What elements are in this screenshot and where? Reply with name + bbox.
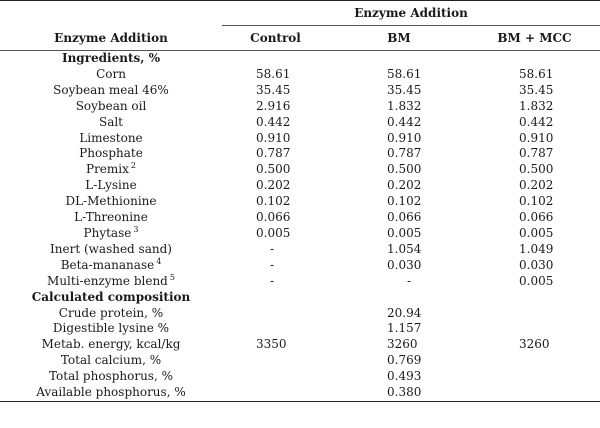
cell-bm: 3260: [387, 337, 418, 352]
cell-control: 2.916: [256, 98, 291, 113]
cell-bm-mcc-energy: 3260: [519, 337, 550, 352]
row-label: Total calcium, %: [60, 353, 162, 368]
table-row: [0, 337, 600, 353]
cell-bm: 0.787: [387, 146, 422, 161]
table-row: [0, 194, 600, 210]
cell-bm: 0.380: [329, 385, 469, 401]
row-label: Available phosphorus, %: [0, 385, 222, 401]
cell-bm: 0.910: [387, 130, 422, 145]
table-row: [0, 258, 600, 274]
cell-control: 0.910: [256, 130, 291, 145]
cell-bm-mcc: 1.049: [519, 241, 554, 256]
cell-bm-mcc: 0.066: [519, 210, 554, 225]
table-row: [0, 99, 600, 115]
cell-bm-mcc: 0.005: [519, 273, 554, 288]
cell-bm: 0.005: [387, 225, 422, 240]
table-row: [0, 83, 600, 99]
cell-bm: 35.45: [387, 82, 422, 97]
cell-bm-mcc: 1.832: [519, 98, 554, 113]
cell-bm: 0.102: [387, 194, 422, 209]
table-row: [0, 226, 600, 242]
table-row: [0, 306, 600, 322]
row-label: Phytase $^3$: [83, 224, 139, 240]
cell-control-energy: 3350: [256, 337, 287, 352]
cell-control: 0.005: [256, 225, 291, 240]
row-label: Corn: [96, 66, 126, 81]
cell-control: 0.787: [256, 146, 291, 161]
cell-bm: 1.157: [387, 321, 422, 336]
cell-bm: 1.054: [387, 241, 422, 256]
row-label: Total phosphorus, %: [48, 369, 173, 384]
cell-bm-mcc: 0.030: [519, 257, 554, 272]
cell-bm: 1.832: [387, 98, 422, 113]
cell-bm: 0.500: [387, 162, 422, 177]
table-row: [0, 115, 600, 131]
row-label: Crude protein, %: [58, 305, 164, 320]
cell-bm: 58.61: [387, 66, 422, 81]
section-row-ingredients: [0, 51, 600, 67]
cell-bm-mcc: 0.202: [519, 178, 554, 193]
cell-control: 0.500: [256, 162, 291, 177]
table-row: [0, 178, 600, 194]
section-title-ingredients: Ingredients, %: [61, 51, 161, 65]
row-label: Digestible lysine %: [52, 321, 170, 336]
table-row: [0, 162, 600, 178]
row-label: Soybean meal 46%: [53, 82, 169, 97]
cell-control: 0.202: [256, 178, 291, 193]
footnote-marker: 3: [133, 224, 139, 234]
row-label: Premix $^2$: [86, 161, 136, 177]
section-row-calculated: [0, 290, 600, 306]
column-header-control: Control: [222, 26, 329, 51]
cell-bm-mcc: 58.61: [519, 66, 554, 81]
row-label: Salt: [98, 114, 124, 129]
section-title-calculated: Calculated composition: [31, 289, 191, 304]
footnote-marker: 4: [156, 256, 162, 266]
header-blank-cell: [0, 1, 222, 26]
footnote-marker: 2: [130, 161, 136, 171]
cell-bm-mcc: 0.005: [519, 225, 554, 240]
row-label: Phosphate: [79, 146, 143, 161]
footnote-marker: 5: [169, 272, 175, 282]
cell-control: 0.442: [256, 114, 291, 129]
row-label: Beta-mananase $^4$: [60, 256, 162, 272]
cell-control: -: [270, 257, 275, 272]
row-label: Soybean oil: [75, 98, 147, 113]
cell-bm-mcc: 0.102: [519, 194, 554, 209]
header-group-title: Enzyme Addition: [222, 1, 600, 26]
cell-bm: 0.202: [387, 178, 422, 193]
cell-control: 0.102: [256, 194, 291, 209]
cell-control: 0.066: [256, 210, 291, 225]
header-group-row: [0, 1, 600, 26]
cell-bm: 0.030: [387, 257, 422, 272]
cell-bm: 20.94: [387, 305, 422, 320]
cell-bm-mcc: 0.787: [519, 146, 554, 161]
table-row: [0, 242, 600, 258]
row-label: Multi-enzyme blend $^5$: [47, 272, 175, 288]
cell-bm: 0.769: [387, 353, 422, 368]
cell-bm: 0.442: [387, 114, 422, 129]
column-header-label: Enzyme Addition: [0, 26, 222, 51]
cell-bm-mcc: 0.500: [519, 162, 554, 177]
cell-bm-mcc: 0.910: [519, 130, 554, 145]
column-header-bm-mcc: BM + MCC: [469, 26, 600, 51]
cell-bm: 0.493: [387, 369, 422, 384]
row-label: Metab. energy, kcal/kg: [41, 337, 181, 352]
cell-bm-mcc: 0.442: [519, 114, 554, 129]
table-row: [0, 353, 600, 369]
table-row: [0, 146, 600, 162]
column-header-bm: BM: [329, 26, 469, 51]
header-column-row: [0, 26, 600, 51]
cell-control: 35.45: [256, 82, 291, 97]
table-row: [0, 131, 600, 147]
row-label: L-Lysine: [85, 178, 137, 193]
table-row: [0, 67, 600, 83]
table-row: [0, 210, 600, 226]
table-row: [0, 369, 600, 385]
cell-control: -: [270, 241, 275, 256]
table-row: [0, 274, 600, 290]
cell-control: 58.61: [256, 66, 291, 81]
row-label: Limestone: [79, 130, 143, 145]
row-label: L-Threonine: [74, 210, 148, 225]
row-label: DL-Methionine: [65, 194, 157, 209]
table-row: [0, 321, 600, 337]
row-label: Inert (washed sand): [50, 241, 172, 256]
cell-bm: -: [407, 273, 412, 288]
cell-control: -: [270, 273, 275, 288]
cell-bm: 0.066: [387, 210, 422, 225]
table-row: [0, 385, 600, 401]
cell-bm-mcc: 35.45: [519, 82, 554, 97]
